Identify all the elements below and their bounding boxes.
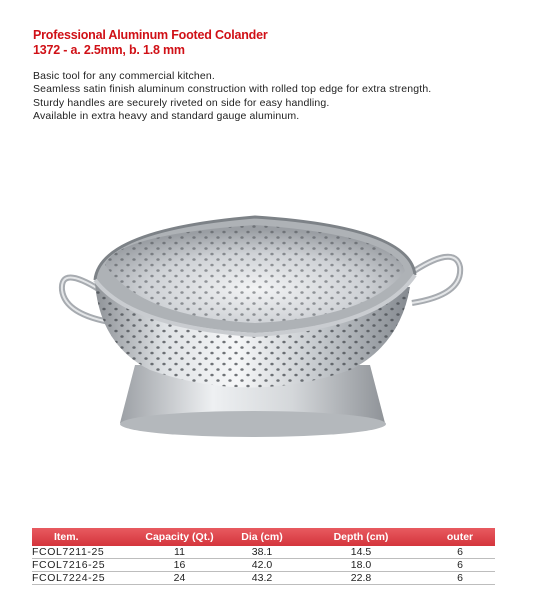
product-description [33,70,431,123]
cell-item: FCOL7211-25 [32,546,132,559]
description-line: Seamless satin finish aluminum construction with rolled top edge for extra strength. [33,83,432,96]
cell-depth: 22.8 [297,572,425,585]
table-row [32,546,495,559]
description-line: Sturdy handles are securely riveted on side for easy handling. [33,96,330,109]
cell-outer: 6 [425,546,495,559]
cell-item: FCOL7224-25 [32,572,132,585]
product-subtitle: 1372 - a. 2.5mm, b. 1.8 mm [33,43,185,57]
table-header-row [32,528,495,546]
specifications-table [32,528,495,585]
cell-depth: 14.5 [297,546,425,559]
cell-outer: 6 [425,559,495,572]
header-capacity: Capacity (Qt.) [132,528,227,546]
cell-dia: 43.2 [227,572,297,585]
colander-photo [40,195,470,455]
cell-capacity: 16 [132,559,227,572]
header-depth: Depth (cm) [297,528,425,546]
product-title: Professional Aluminum Footed Colander [33,28,268,42]
cell-item: FCOL7216-25 [32,559,132,572]
cell-dia: 42.0 [227,559,297,572]
cell-capacity: 24 [132,572,227,585]
header-item: Item. [32,528,132,546]
cell-capacity: 11 [132,546,227,559]
description-line: Available in extra heavy and standard gauge aluminum. [33,109,300,122]
header-dia: Dia (cm) [227,528,297,546]
table-row [32,572,495,585]
description-line: Basic tool for any commercial kitchen. [33,70,215,82]
header-outer: outer [425,528,495,546]
table-row [32,559,495,572]
cell-outer: 6 [425,572,495,585]
cell-depth: 18.0 [297,559,425,572]
cell-dia: 38.1 [227,546,297,559]
